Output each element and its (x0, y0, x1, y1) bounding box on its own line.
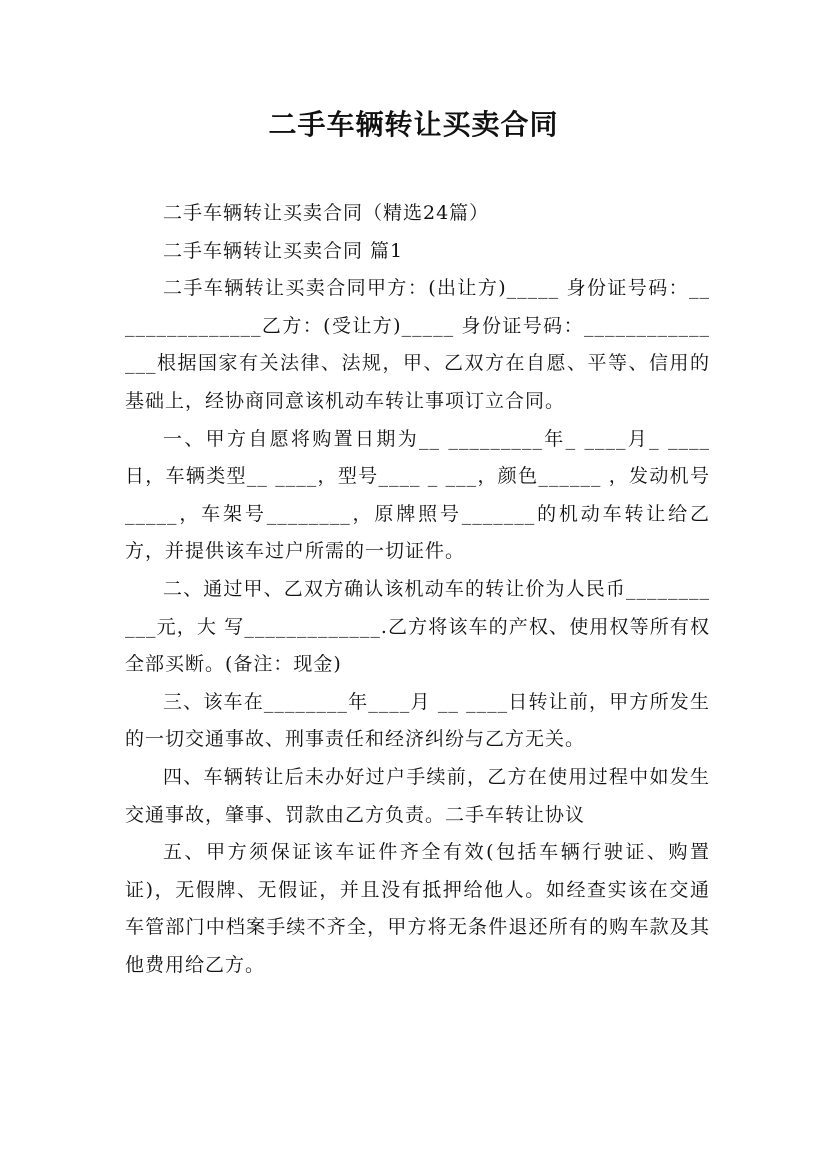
paragraph-clause-3: 三、该车在________年____月 __ ____日转让前，甲方所发生的一切交通事故、刑事责任和经济纠纷与乙方无关。 (125, 690, 710, 751)
paragraph-clause-4: 四、车辆转让后未办好过户手续前，乙方在使用过程中如发生交通事故，肇事、罚款由乙方负责。二手车转让协议 (125, 765, 710, 826)
paragraph-section-heading: 二手车辆转让买卖合同 篇1 (163, 239, 404, 262)
paragraph-subtitle: 二手车辆转让买卖合同（精选24篇） (163, 202, 490, 224)
document-body (125, 195, 710, 984)
paragraph-preamble: 二手车辆转让买卖合同甲方：(出让方)_____ 身份证号码：_______________乙方：(受让方)_____ 身份证号码：_______________根据国家有关法律、法规，甲、乙双方在自愿、平等、信用的基础上，经协商同意该机动车转让事项订立合同。 (125, 277, 710, 412)
paragraph-clause-1: 一、甲方自愿将购置日期为__ _________年_ ____月_ ____日，车辆类型__ ____，型号____ _ ___，颜色______ ，发动机号_____，车架号________，原牌照号_______的机动车转让给乙方，并提供该车过户所需的一切证件。 (125, 427, 710, 563)
paragraph-clause-5: 五、甲方须保证该车证件齐全有效(包括车辆行驶证、购置证)，无假牌、无假证，并且没有抵押给他人。如经查实该在交通车管部门中档案手续不齐全，甲方将无条件退还所有的购车款及其他费用给乙方。 (125, 841, 710, 976)
paragraph-clause-2: 二、通过甲、乙双方确认该机动车的转让价为人民币___________元，大 写_____________.乙方将该车的产权、使用权等所有权全部买断。(备注：现金) (125, 577, 710, 676)
document-title: 二手车辆转让买卖合同 (268, 108, 559, 141)
